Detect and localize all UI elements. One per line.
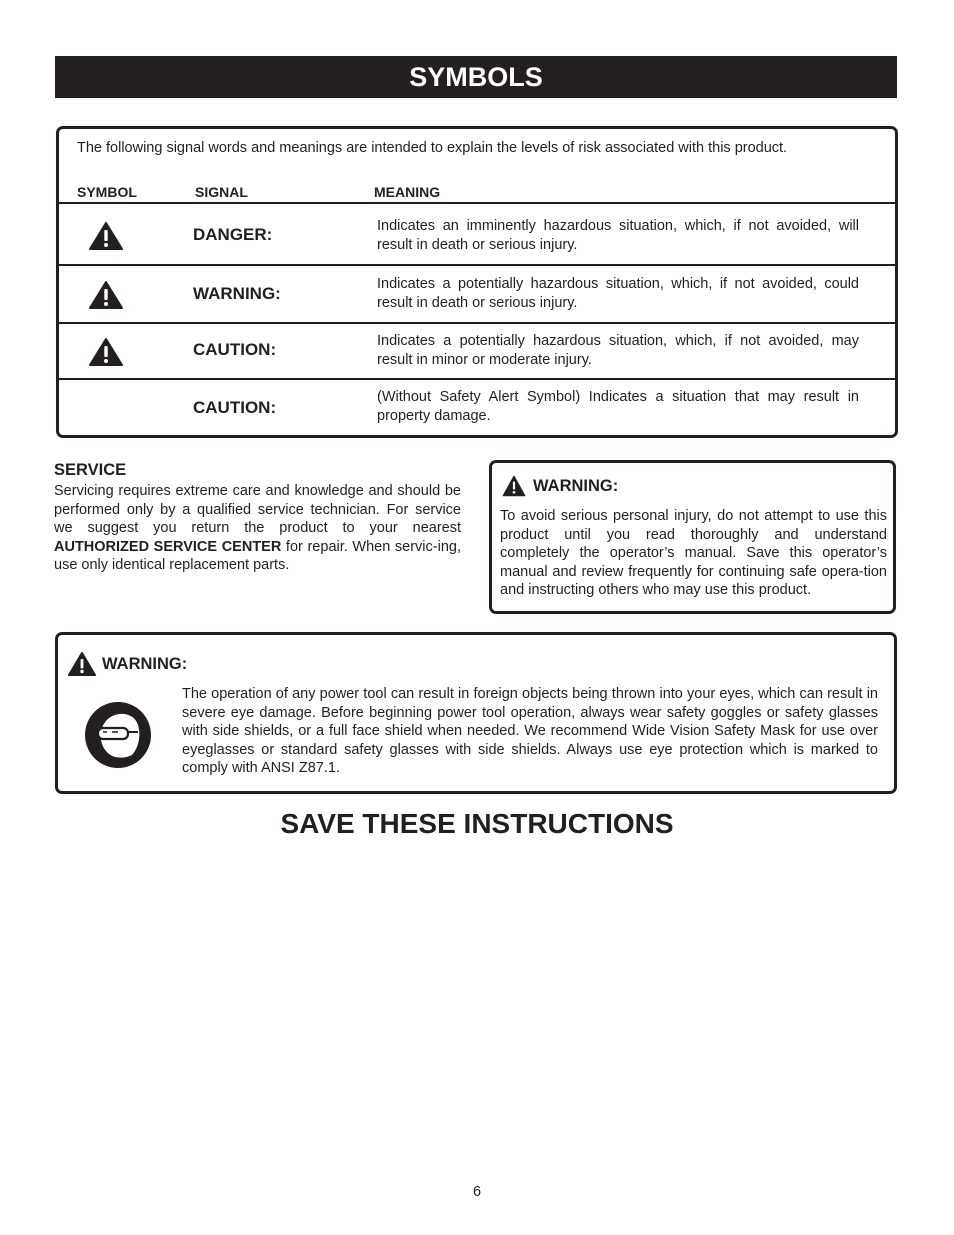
safety-goggles-icon (84, 701, 152, 769)
warning-header (67, 651, 187, 677)
service-text: Servicing requires extreme care and knowledge and should be performed only by a qualified service technician. For service we suggest you return the product to your nearest (54, 483, 461, 537)
authorized-service-center: AUTHORIZED SERVICE CENTER (54, 538, 282, 555)
page-number: 6 (472, 1184, 482, 1200)
table-row (59, 322, 895, 378)
table-row (59, 378, 895, 436)
alert-triangle-icon (88, 337, 124, 367)
eye-warning-text: The operation of any power tool can result in foreign objects being thrown into your eyes, which can result in severe eye damage. Before beginning power tool operation, always wear safety goggles or safety glasses with side shields, or a full face shield when needed. We recommend Wide Vision Safety Mask for use over eyeglasses or standard safety glasses with side shields. Always use eye protection which is marked to comply with ANSI Z87.1. (182, 686, 878, 777)
service-text: for repair. When servic-ing, use only identical replacement parts. (54, 538, 461, 574)
service-paragraph (54, 482, 461, 575)
alert-triangle-icon (88, 221, 124, 251)
warning-header (502, 475, 618, 497)
signal-label: CAUTION: (193, 340, 277, 359)
eye-protection-warning (55, 632, 897, 794)
alert-triangle-icon (67, 651, 97, 677)
service-heading: SERVICE (54, 461, 127, 479)
header-symbol: SYMBOL (77, 184, 137, 200)
warning-text: To avoid serious personal injury, do not attempt to use this product until you read thoroughly and understand completely the operator’s manual. Save this operator’s manual and review frequently for continuing safe opera-tion and instructing others who may use this product. (500, 508, 887, 599)
alert-triangle-icon (88, 280, 124, 310)
signal-meaning: Indicates a potentially hazardous situation, which, if not avoided, may result in minor or moderate injury. (377, 333, 859, 368)
header-meaning: MEANING (374, 184, 441, 200)
signal-meaning: (Without Safety Alert Symbol) Indicates a situation that may result in property damage. (377, 389, 859, 424)
symbols-intro: The following signal words and meanings are intended to explain the levels of risk associated with this product. (77, 140, 788, 156)
signal-label: DANGER: (193, 225, 273, 244)
warning-label: WARNING: (102, 654, 188, 673)
alert-triangle-icon (502, 475, 526, 497)
header-signal: SIGNAL (195, 184, 248, 200)
manual-warning-box (489, 460, 896, 614)
section-title-banner: SYMBOLS (55, 56, 897, 98)
save-instructions-title: SAVE THESE INSTRUCTIONS (280, 808, 674, 839)
warning-label: WARNING: (533, 476, 619, 495)
signal-meaning: Indicates a potentially hazardous situation, which, if not avoided, could result in death or serious injury. (377, 276, 859, 311)
symbols-table (56, 126, 898, 438)
signal-meaning: Indicates an imminently hazardous situation, which, if not avoided, will result in death or serious injury. (377, 218, 859, 253)
table-row (59, 202, 895, 264)
signal-label: CAUTION: (193, 398, 277, 417)
table-row (59, 264, 895, 322)
signal-label: WARNING: (193, 284, 281, 303)
